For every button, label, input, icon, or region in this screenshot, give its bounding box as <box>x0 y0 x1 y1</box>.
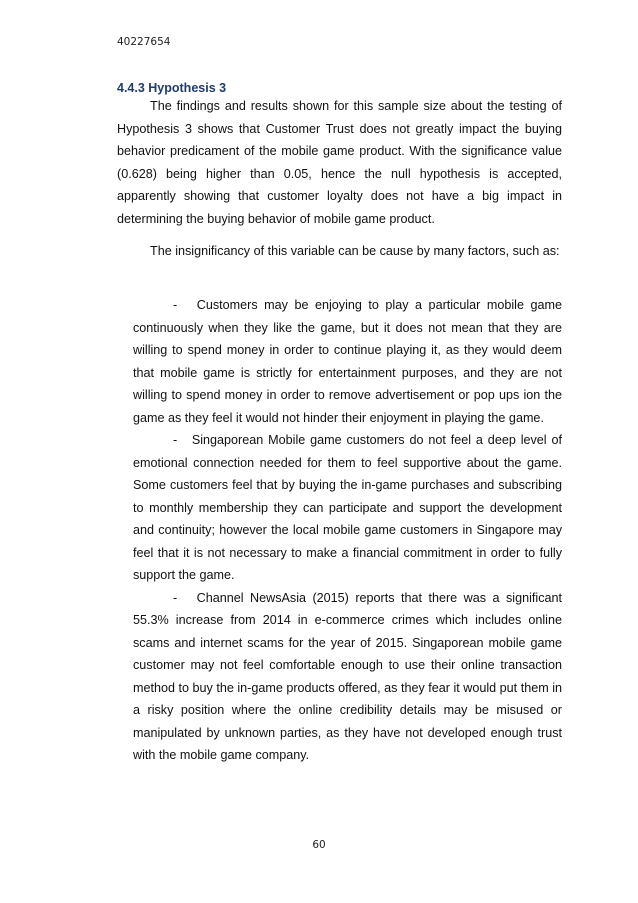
page-number: 60 <box>312 839 326 851</box>
paragraph-findings: The findings and results shown for this sample size about the testing of Hypothesis 3 shows that Customer Trust does not greatly impact the buying behavior predicament of the mobile game product. With the significance value (0.628) being higher than 0.05, hence the null hypothesis is accepted, apparently showing that customer loyalty does not have a big impact in determining the buying behavior of mobile game product. <box>117 99 562 226</box>
list-item-text: Singaporean Mobile game customers do not feel a deep level of emotional connection needed for them to feel supportive about the game. Some customers feel that by buying the in-game purchases and subscribing to monthly membership they can participate and support the development and continuity; however the local mobile game customers in Singapore may feel that it is not necessary to make a financial commitment in order to fully support the game. <box>133 433 562 582</box>
bullet-dash: - <box>173 433 178 447</box>
list-item-text: Channel NewsAsia (2015) reports that there was a significant 55.3% increase from 2014 in e-commerce crimes which includes online scams and internet scams for the year of 2015. Singaporean mobile game customer may not feel comfortable enough to use their online transaction method to buy the in-game products offered, as they fear it would put them in a risky position where the online credibility details may be misused or manipulated by unknown parties, as they have not developed enough trust with the mobile game company. <box>133 590 563 762</box>
document-id: 40227654 <box>117 36 171 48</box>
factor-list <box>133 294 562 767</box>
section-heading: 4.4.3 Hypothesis 3 <box>117 81 227 95</box>
list-item <box>133 587 562 767</box>
bullet-dash: - <box>173 298 178 312</box>
list-item-text: Customers may be enjoying to play a particular mobile game continuously when they like the game, but it does not mean that they are willing to spend money in order to continue playing it, as they would deem that mobile game is strictly for entertainment purposes, and they are not willing to spend money in order to remove advertisement or pop ups ion the game as they feel it would not hinder their enjoyment in playing the game. <box>133 298 562 425</box>
list-item <box>133 429 562 587</box>
list-item <box>133 294 562 429</box>
bullet-dash: - <box>173 590 178 605</box>
paragraph-insignificancy: The insignificancy of this variable can be cause by many factors, such as: <box>150 244 560 258</box>
